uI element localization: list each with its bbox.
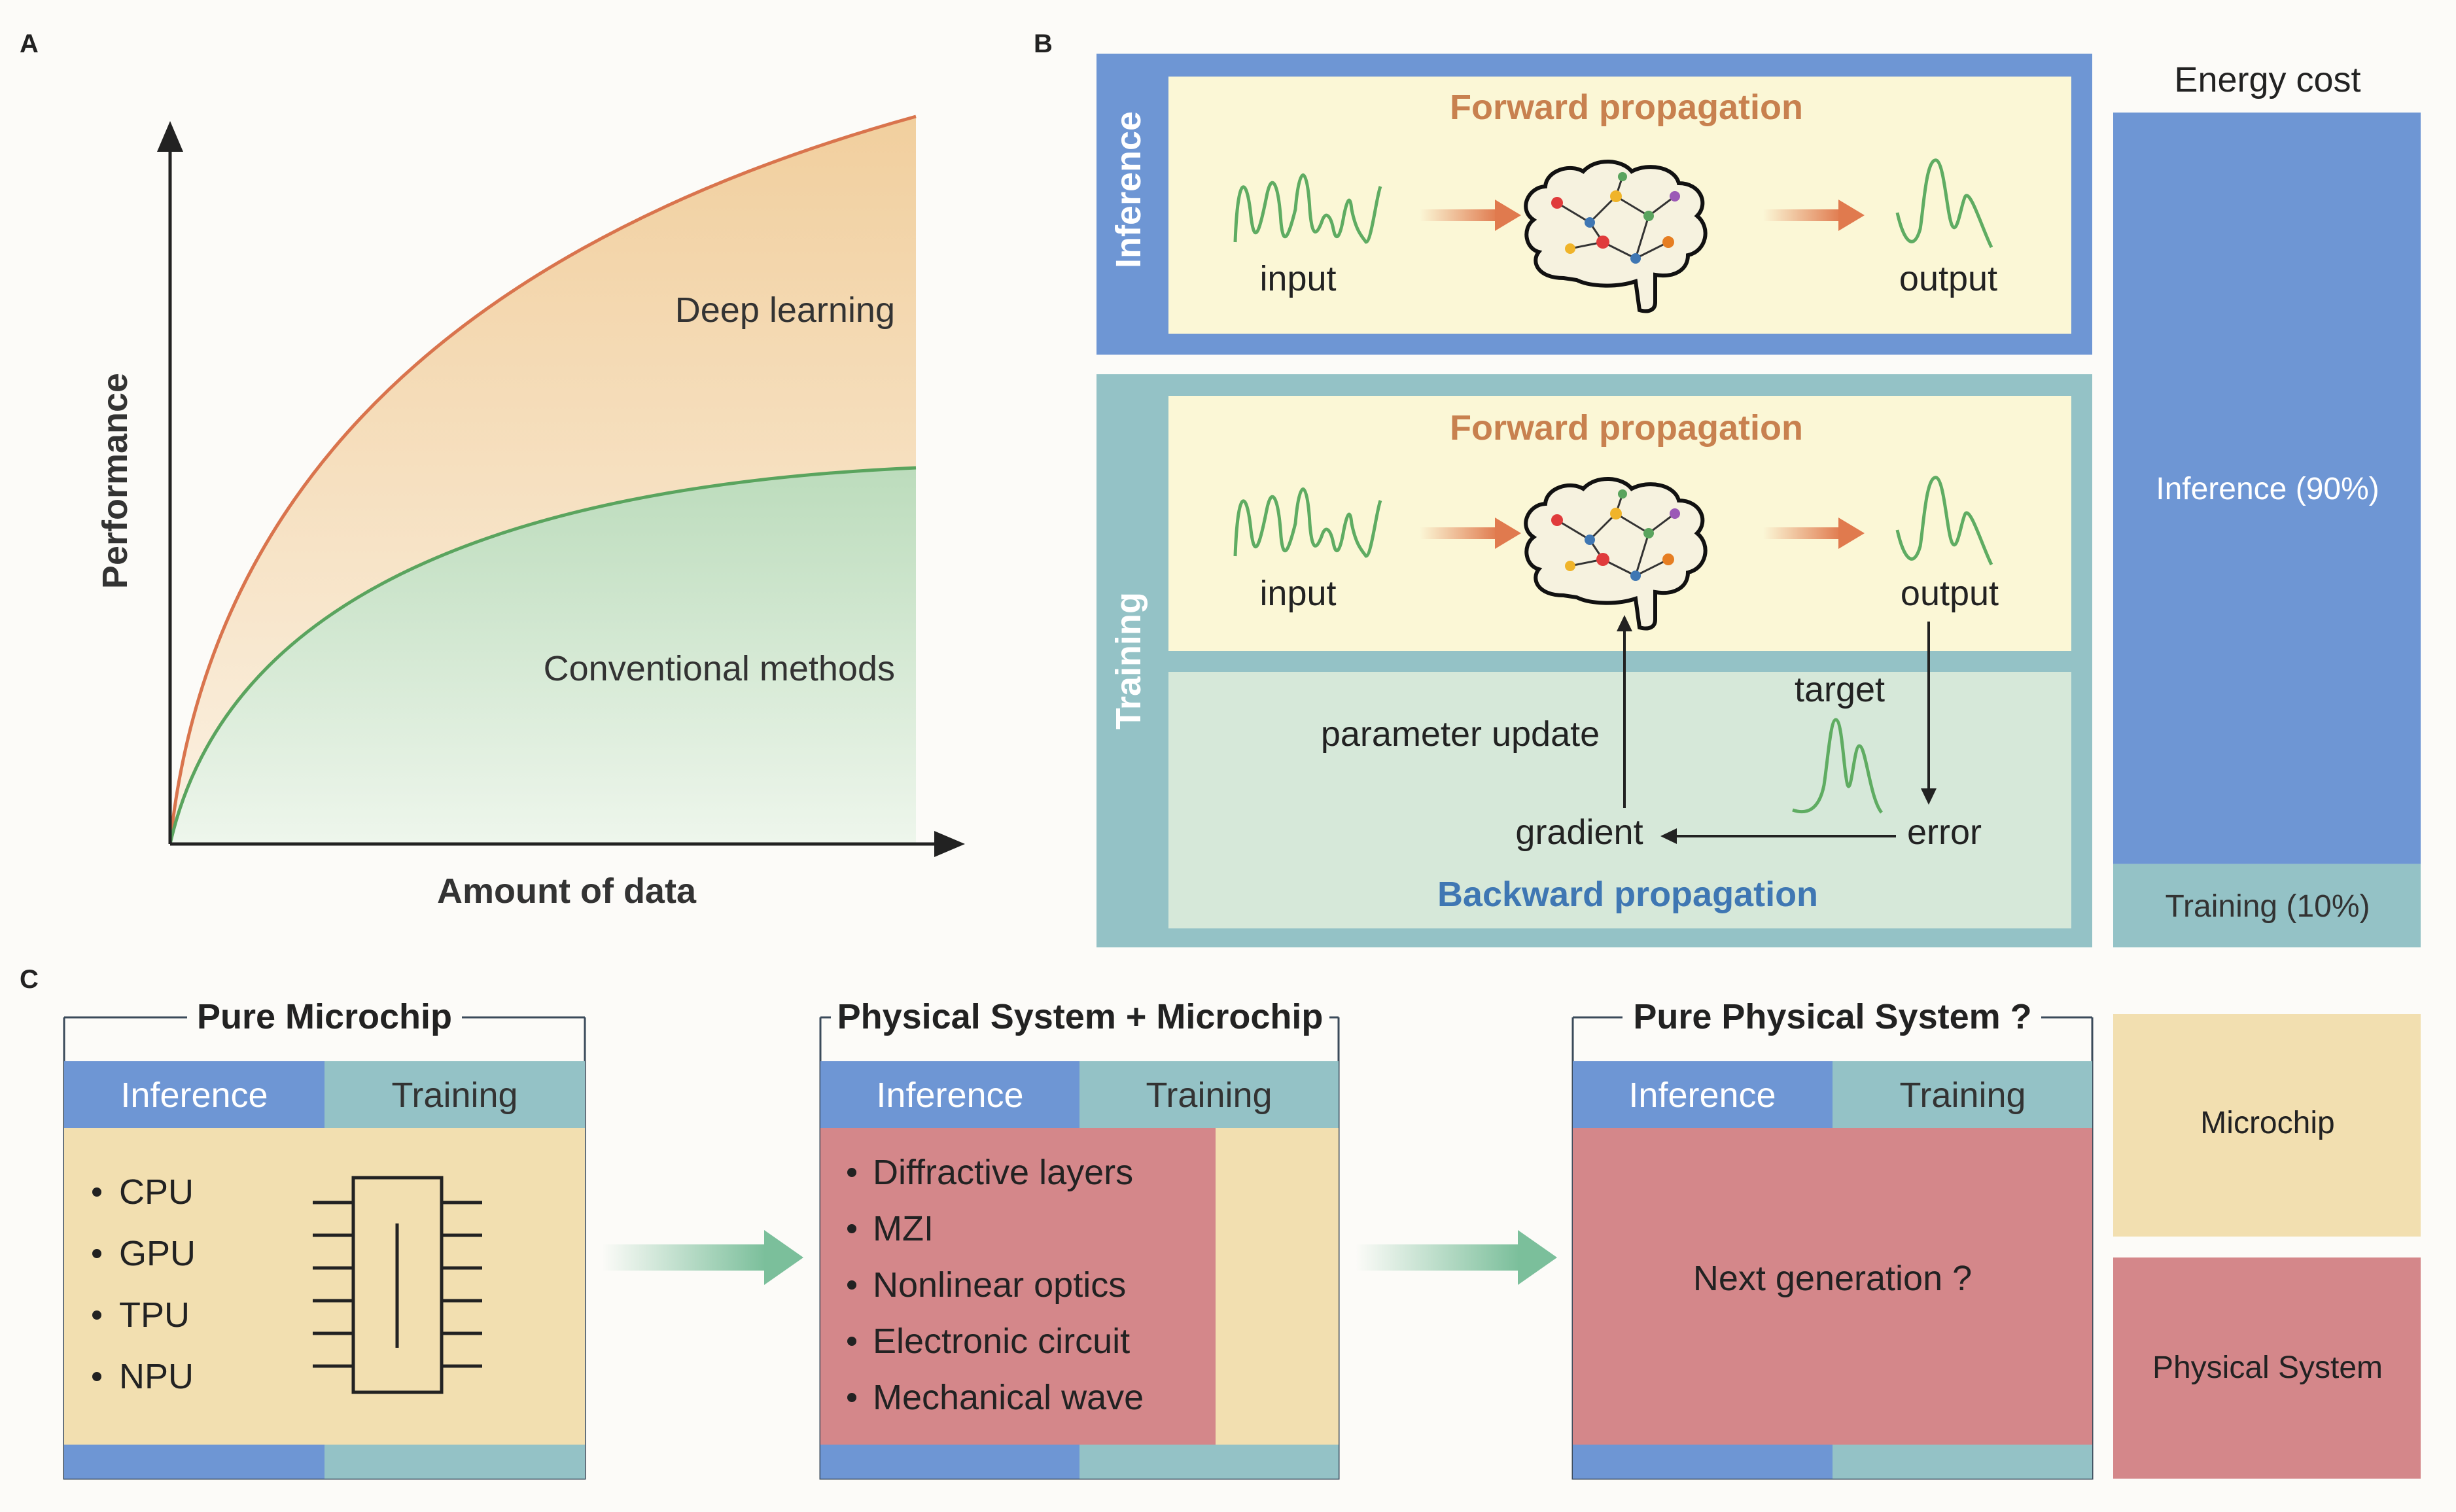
inference-forward-label: Forward propagation [1450,88,1803,127]
training-side-label: Training [1109,591,1148,730]
box3-inference-footer [1573,1445,1833,1479]
box2-inference-footer [820,1445,1079,1479]
training-arrow-2-shaft [1763,527,1842,539]
transition-arrow-1-head [764,1230,803,1285]
hybrid-box [820,997,1339,1479]
box1-inference-label: Inference [120,1076,268,1115]
panel-b [1034,29,2421,947]
inference-side-label: Inference [1109,111,1148,269]
target-label: target [1794,670,1886,709]
box1-item: CPU [119,1172,194,1212]
deep-learning-label: Deep learning [675,290,895,330]
box1-item: GPU [119,1234,196,1273]
panel-c-letter: C [20,965,39,994]
box3-training-footer [1833,1445,2092,1479]
inference-arrow-2-shaft [1763,209,1842,221]
x-axis-arrowhead [934,831,965,857]
box1-title: Pure Microchip [196,997,453,1036]
box2-item: Electronic circuit [873,1322,1131,1361]
box1-item: NPU [119,1357,194,1396]
box2-training-label: Training [1146,1076,1272,1115]
inference-input-label: input [1259,259,1337,298]
training-output-label: output [1900,574,1999,613]
pure-physical-box [1573,997,2092,1479]
pure-microchip-box [64,997,585,1479]
box3-inference-label: Inference [1628,1076,1776,1115]
training-input-label: input [1259,574,1337,613]
energy-training-label: Training (10%) [2165,889,2370,924]
gradient-label: gradient [1515,813,1643,852]
x-axis-label: Amount of data [437,871,696,911]
box2-microchip-body [1216,1128,1339,1445]
box3-title: Pure Physical System ? [1633,997,2032,1036]
y-axis-arrowhead [157,121,183,152]
error-label: error [1906,813,1982,852]
energy-inference-label: Inference (90%) [2156,472,2379,507]
panel-b-letter: B [1034,29,1053,58]
conventional-label: Conventional methods [543,649,895,688]
next-generation-text: Next generation ? [1693,1259,1973,1298]
panel-a-letter: A [20,29,39,58]
training-forward-label: Forward propagation [1450,408,1803,448]
box2-item: Nonlinear optics [873,1265,1127,1305]
panel-c [20,965,2421,1479]
transition-arrow-1-shaft [602,1244,765,1271]
inference-output-label: output [1899,259,1998,298]
energy-cost-title: Energy cost [2174,60,2361,99]
box1-inference-footer [64,1445,325,1479]
box2-title: Physical System + Microchip [837,997,1324,1036]
transition-arrow-2-shaft [1356,1244,1519,1271]
backward-propagation-label: Backward propagation [1437,875,1819,914]
box2-inference-label: Inference [876,1076,1024,1115]
training-arrow-1-shaft [1420,527,1498,539]
legend-microchip-label: Microchip [2200,1106,2335,1140]
panel-a [20,29,965,911]
box2-training-footer [1079,1445,1339,1479]
box1-item: TPU [119,1295,190,1335]
transition-arrow-2-head [1518,1230,1557,1285]
box2-item: MZI [873,1209,934,1248]
legend-physical-label: Physical System [2152,1350,2383,1385]
box1-training-label: Training [391,1076,518,1115]
inference-arrow-1-shaft [1420,209,1498,221]
parameter-update-label: parameter update [1320,714,1600,754]
box2-item: Mechanical wave [873,1378,1144,1417]
box2-item: Diffractive layers [873,1153,1134,1192]
y-axis-label: Performance [96,372,135,589]
box1-training-footer [325,1445,585,1479]
box3-training-label: Training [1899,1076,2026,1115]
